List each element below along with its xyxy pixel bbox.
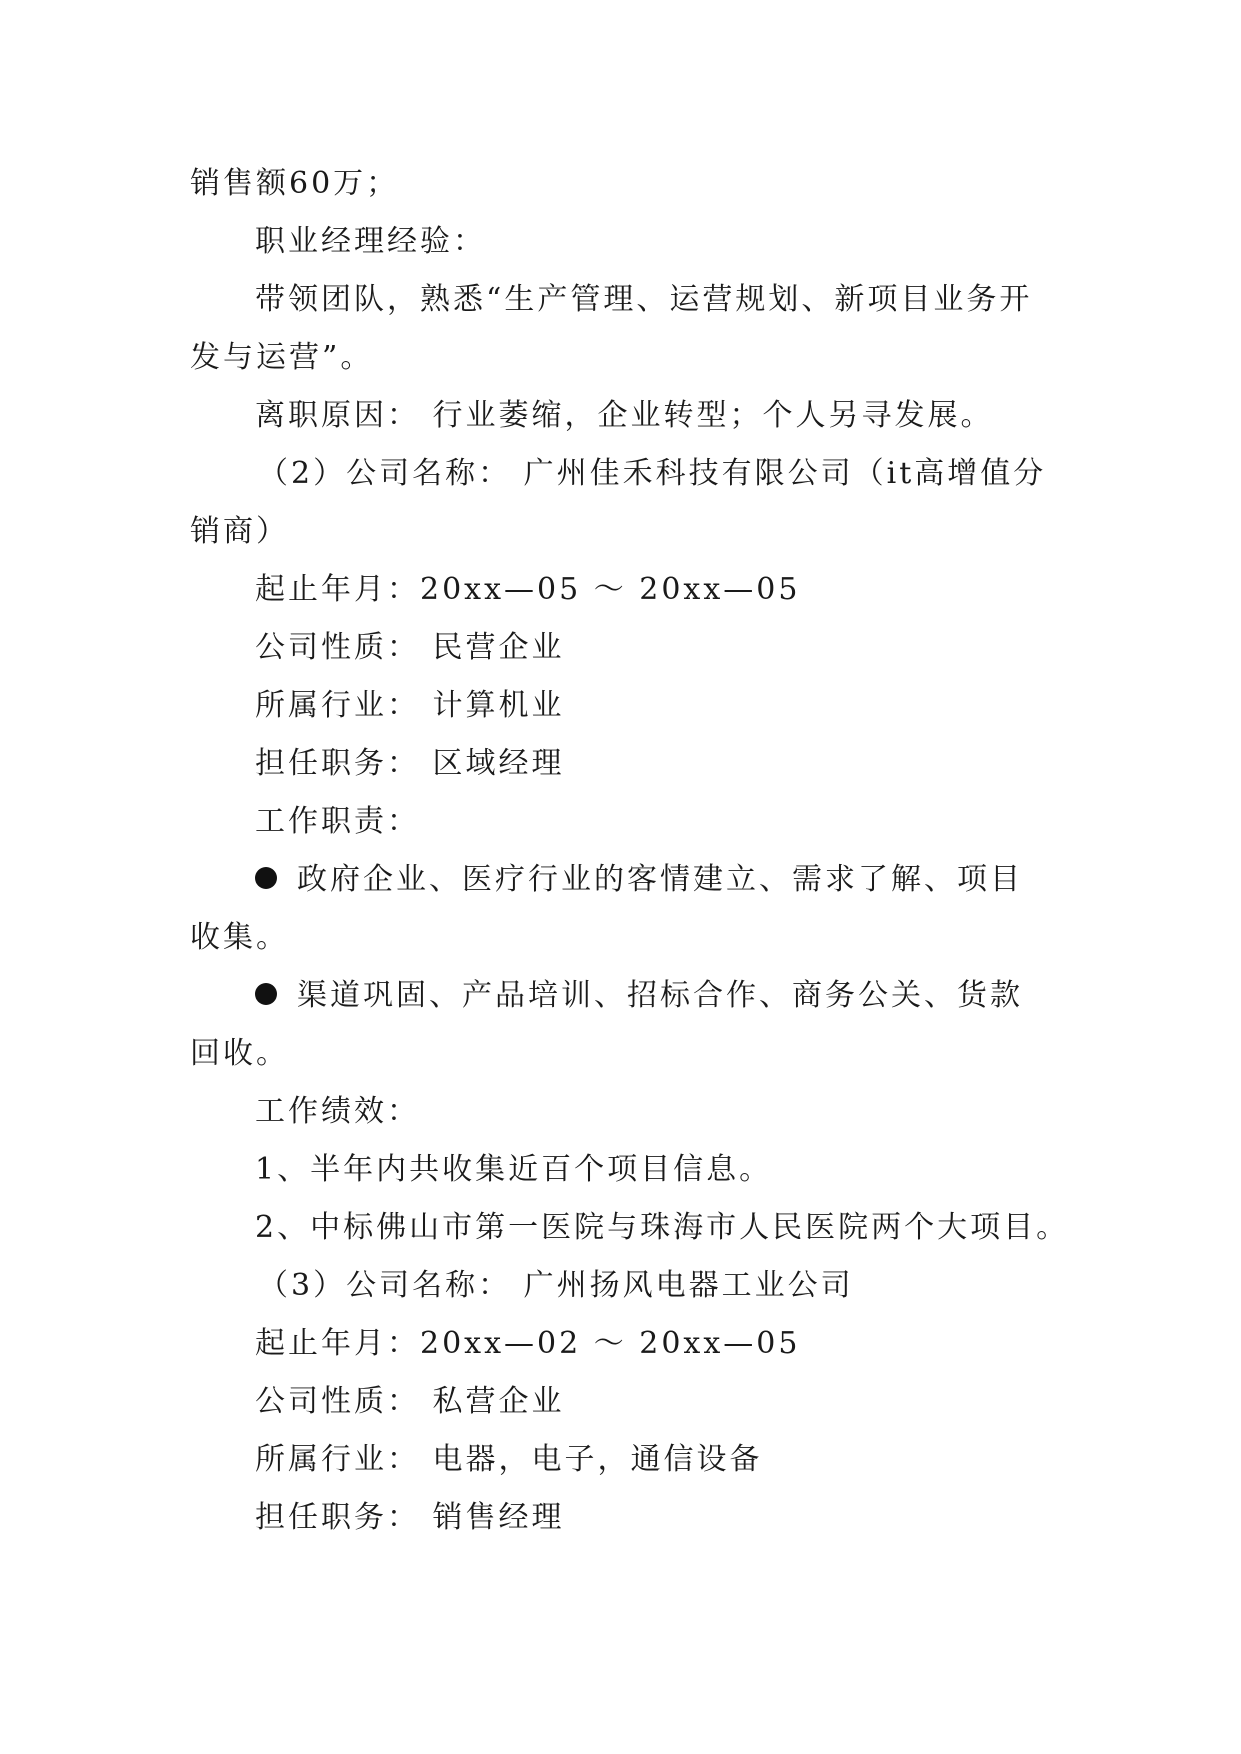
text-line: 起止年月：20xx—05 ～ 20xx—05: [255, 572, 801, 607]
bullet-icon: [255, 983, 277, 1005]
text-line: 带领团队，熟悉“生产管理、运营规划、新项目业务开: [255, 282, 1033, 317]
bullet-item: [255, 978, 1023, 1014]
text-line: 起止年月：20xx—02 ～ 20xx—05: [255, 1326, 801, 1361]
bullet-item: [255, 862, 1023, 898]
section-heading: 工作绩效：: [255, 1094, 420, 1129]
bullet-text: 政府企业、医疗行业的客情建立、需求了解、项目: [297, 862, 1023, 897]
text-line: 所属行业： 电器，电子，通信设备: [255, 1442, 763, 1477]
bullet-text: 渠道巩固、产品培训、招标合作、商务公关、货款: [297, 978, 1023, 1013]
text-line: 发与运营”。: [190, 340, 374, 375]
text-line: 回收。: [190, 1036, 289, 1071]
company-heading: （3）公司名称： 广州扬风电器工业公司: [258, 1268, 854, 1303]
text-line: 销商）: [190, 514, 289, 549]
company-heading: （2）公司名称： 广州佳禾科技有限公司（it高增值分: [258, 456, 1047, 491]
text-line: 收集。: [190, 920, 289, 955]
section-heading: 职业经理经验：: [255, 224, 486, 259]
text-line: 公司性质： 民营企业: [255, 630, 565, 665]
text-line: 担任职务： 区域经理: [255, 746, 565, 781]
list-item: 1、半年内共收集近百个项目信息。: [255, 1152, 773, 1187]
list-item: 2、中标佛山市第一医院与珠海市人民医院两个大项目。: [255, 1210, 1070, 1245]
text-line: 销售额60万；: [190, 166, 400, 201]
section-heading: 工作职责：: [255, 804, 420, 839]
bullet-icon: [255, 867, 277, 889]
text-line: 所属行业： 计算机业: [255, 688, 565, 723]
text-line: 公司性质： 私营企业: [255, 1384, 565, 1419]
text-line: 离职原因： 行业萎缩，企业转型；个人另寻发展。: [255, 398, 994, 433]
text-line: 担任职务： 销售经理: [255, 1500, 565, 1535]
